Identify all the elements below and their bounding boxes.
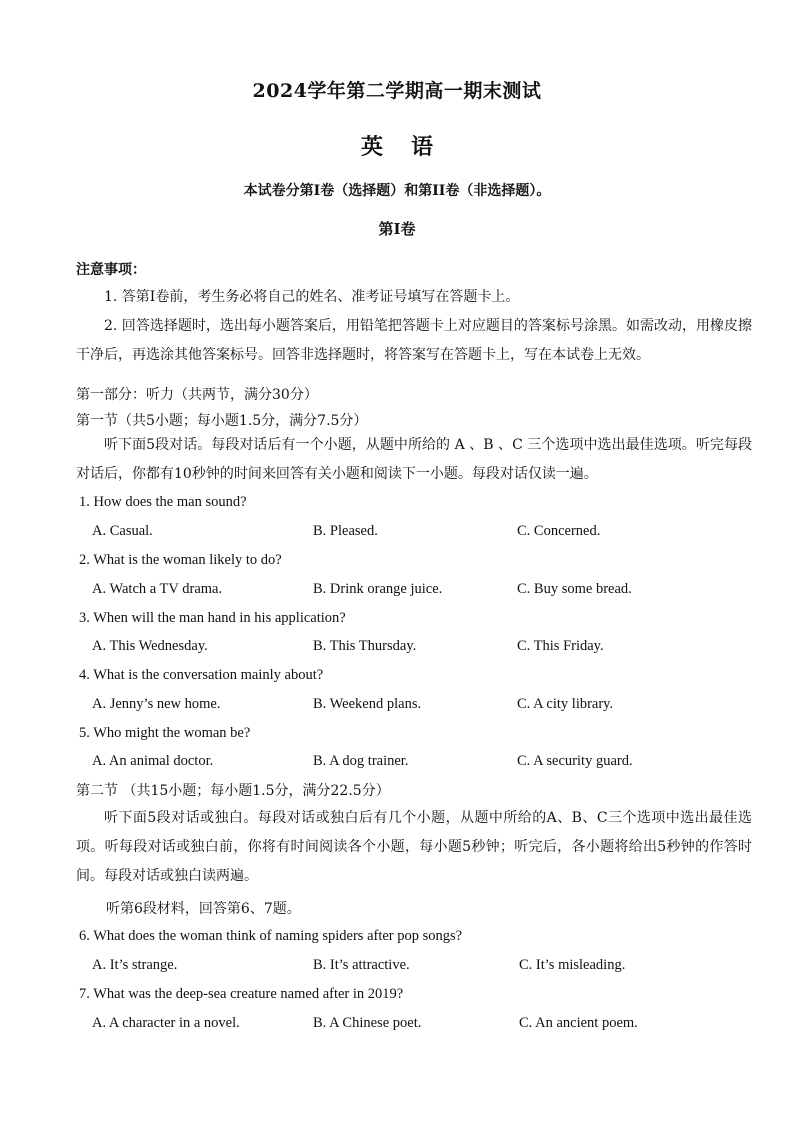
material-6-instruction: 听第6段材料，回答第6、7题。 [106, 901, 301, 917]
q5-option-c: C. A security guard. [517, 753, 633, 769]
exam-title: 2024学年第二学期高一期末测试 [252, 80, 542, 102]
paper-description: 本试卷分第I卷（选择题）和第II卷（非选择题）。 [243, 183, 551, 199]
section2-heading: 第二节 （共15小题；每小题1.5分，满分22.5分） [76, 783, 390, 799]
question-5: 5. Who might the woman be? [79, 725, 251, 741]
volume-heading: 第I卷 [378, 220, 416, 238]
note-item-1: 1. 答第I卷前，考生务必将自己的姓名、准考证号填写在答题卡上。 [104, 289, 520, 305]
question-2: 2. What is the woman likely to do? [79, 552, 282, 568]
question-1: 1. How does the man sound? [79, 494, 247, 510]
q5-option-b: B. A dog trainer. [313, 753, 409, 769]
q7-option-c: C. An ancient poem. [519, 1015, 638, 1031]
q1-option-a: A. Casual. [92, 523, 153, 539]
q1-option-b: B. Pleased. [313, 523, 378, 539]
q7-option-a: A. A character in a novel. [92, 1015, 240, 1031]
q4-option-c: C. A city library. [517, 696, 614, 712]
section1-heading: 第一节（共5小题；每小题1.5分，满分7.5分） [76, 413, 368, 429]
section1-instruction: 听下面5段对话。每段对话后有一个小题，从题中所给的 A 、B 、C 三个选项中选出最佳选项。听完每段对话后，你都有10秒钟的时间来回答有关小题和阅读下一小题。每段对话仅读一遍。 [76, 437, 752, 482]
q7-option-b: B. A Chinese poet. [313, 1015, 422, 1031]
section2-instruction: 听下面5段对话或独白。每段对话或独白后有几个小题，从题中所给的A、B、C三个选项中选出最佳选项。听每段对话或独白前，你将有时间阅读各个小题，每小题5秒钟；听完后，各小题将给出5秒钟的作答时间。每段对话或独白读两遍。 [76, 810, 752, 884]
q2-option-c: C. Buy some bread. [517, 581, 632, 597]
question-4: 4. What is the conversation mainly about? [79, 667, 324, 683]
q4-option-a: A. Jenny’s new home. [92, 696, 221, 712]
note-item-2: 2. 回答选择题时，选出每小题答案后，用铅笔把答题卡上对应题目的答案标号涂黑。如需改动，用橡皮擦干净后，再选涂其他答案标号。回答非选择题时，将答案写在答题卡上，写在本试卷上无效。 [76, 318, 752, 363]
q4-option-b: B. Weekend plans. [313, 696, 422, 712]
q2-option-b: B. Drink orange juice. [313, 581, 443, 597]
part1-heading: 第一部分：听力（共两节，满分30分） [76, 387, 318, 403]
q6-option-b: B. It’s attractive. [313, 957, 410, 973]
q5-option-a: A. An animal doctor. [92, 753, 214, 769]
question-3: 3. When will the man hand in his application? [79, 610, 346, 626]
q3-option-c: C. This Friday. [517, 638, 604, 654]
q3-option-a: A. This Wednesday. [92, 638, 208, 654]
q3-option-b: B. This Thursday. [313, 638, 417, 654]
subject-title: 英语 [360, 134, 461, 160]
question-7: 7. What was the deep-sea creature named after in 2019? [79, 986, 404, 1002]
q1-option-c: C. Concerned. [517, 523, 601, 539]
question-6: 6. What does the woman think of naming spiders after pop songs? [79, 928, 463, 944]
notes-heading: 注意事项： [76, 262, 146, 278]
q6-option-c: C. It’s misleading. [519, 957, 626, 973]
q6-option-a: A. It’s strange. [92, 957, 178, 973]
q2-option-a: A. Watch a TV drama. [92, 581, 223, 597]
